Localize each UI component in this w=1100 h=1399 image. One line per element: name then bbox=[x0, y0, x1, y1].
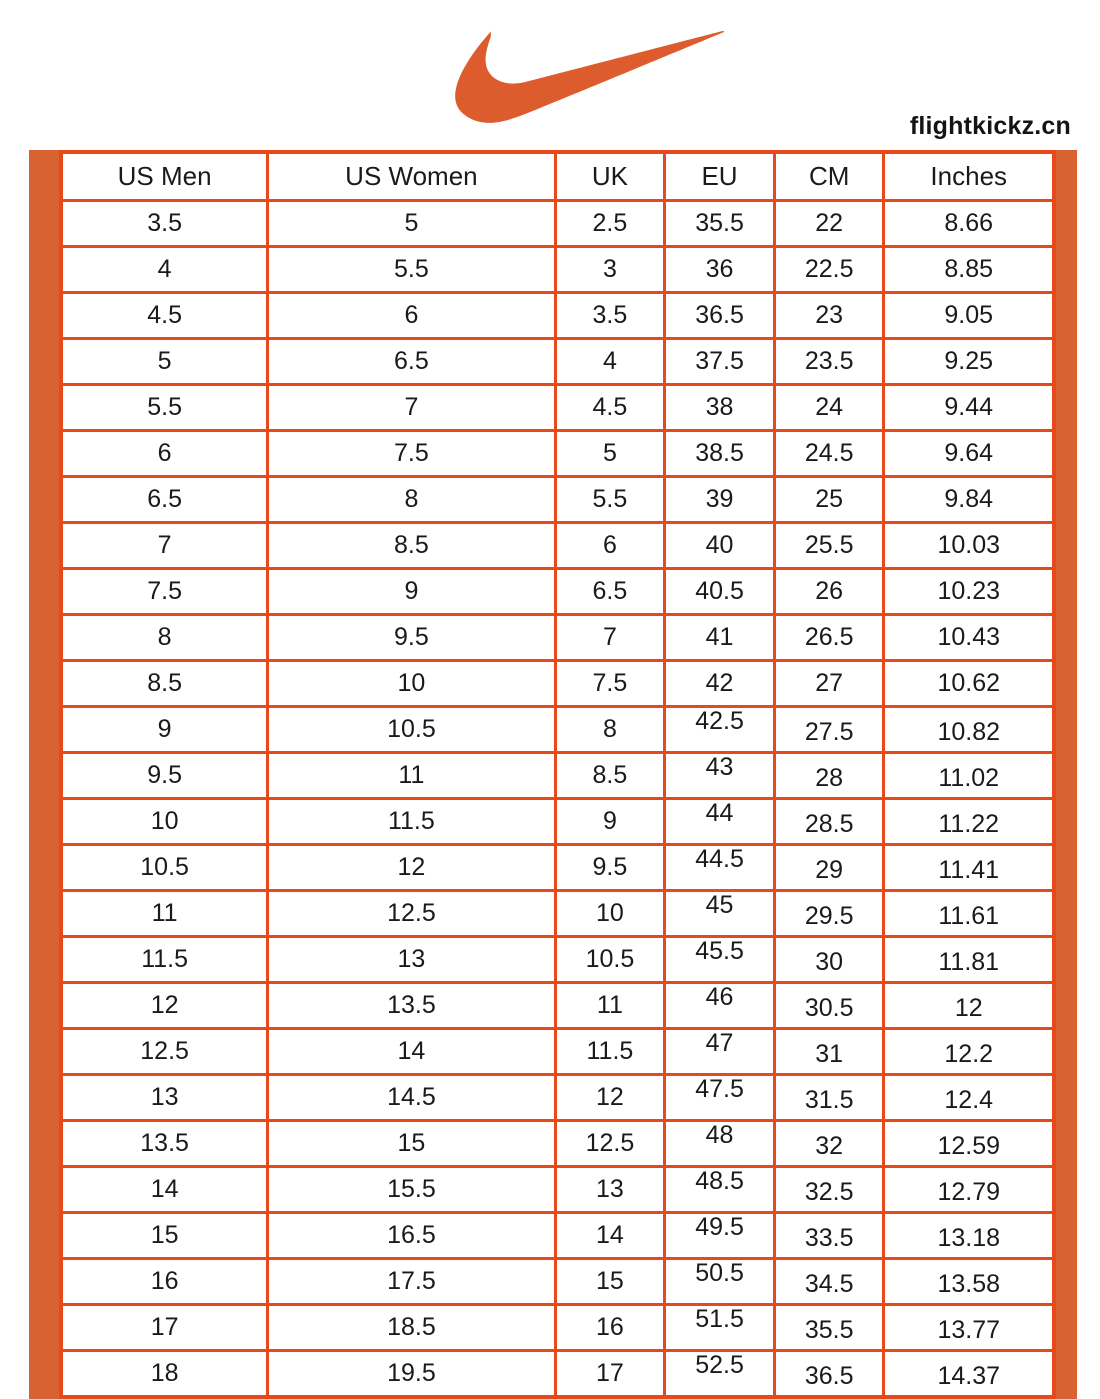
table-cell: 15 bbox=[61, 1213, 268, 1259]
table-cell: 4.5 bbox=[61, 293, 268, 339]
table-row bbox=[61, 1075, 1054, 1121]
table-cell: 9 bbox=[61, 707, 268, 753]
table-cell: 27 bbox=[774, 661, 884, 707]
table-row bbox=[61, 845, 1054, 891]
nike-swoosh-logo bbox=[455, 31, 723, 123]
table-cell: 23 bbox=[774, 293, 884, 339]
table-cell: 32 bbox=[774, 1121, 884, 1167]
table-row bbox=[61, 523, 1054, 569]
table-row bbox=[61, 385, 1054, 431]
table-cell: 10.43 bbox=[884, 615, 1054, 661]
table-cell: 9.44 bbox=[884, 385, 1054, 431]
table-cell: 12.79 bbox=[884, 1167, 1054, 1213]
header-cell: US Women bbox=[268, 152, 555, 201]
table-cell: 11.02 bbox=[884, 753, 1054, 799]
table-cell: 13 bbox=[61, 1075, 268, 1121]
table-cell: 16 bbox=[555, 1305, 665, 1351]
table-cell: 29.5 bbox=[774, 891, 884, 937]
table-cell: 35.5 bbox=[774, 1305, 884, 1351]
header-cell: CM bbox=[774, 152, 884, 201]
table-cell: 6 bbox=[61, 431, 268, 477]
table-cell: 26 bbox=[774, 569, 884, 615]
table-cell: 12 bbox=[61, 983, 268, 1029]
table-cell: 12 bbox=[555, 1075, 665, 1121]
table-cell: 9.5 bbox=[61, 753, 268, 799]
table-row bbox=[61, 615, 1054, 661]
table-cell: 3.5 bbox=[555, 293, 665, 339]
table-cell: 24.5 bbox=[774, 431, 884, 477]
table-cell: 36.5 bbox=[774, 1351, 884, 1398]
table-cell: 6.5 bbox=[555, 569, 665, 615]
table-cell: 3 bbox=[555, 247, 665, 293]
table-cell: 27.5 bbox=[774, 707, 884, 753]
table-cell: 14 bbox=[268, 1029, 555, 1075]
table-cell: 11 bbox=[61, 891, 268, 937]
table-cell: 11.81 bbox=[884, 937, 1054, 983]
table-cell: 8 bbox=[61, 615, 268, 661]
table-cell: 10 bbox=[268, 661, 555, 707]
table-cell: 17 bbox=[61, 1305, 268, 1351]
table-cell: 14.5 bbox=[268, 1075, 555, 1121]
table-cell: 8.5 bbox=[268, 523, 555, 569]
table-cell: 43 bbox=[665, 753, 775, 799]
table-cell: 28.5 bbox=[774, 799, 884, 845]
table-cell: 4 bbox=[61, 247, 268, 293]
table-cell: 16 bbox=[61, 1259, 268, 1305]
table-cell: 42.5 bbox=[665, 707, 775, 753]
table-cell: 5 bbox=[61, 339, 268, 385]
header-cell: EU bbox=[665, 152, 775, 201]
table-cell: 33.5 bbox=[774, 1213, 884, 1259]
table-cell: 6 bbox=[268, 293, 555, 339]
table-cell: 14 bbox=[61, 1167, 268, 1213]
table-row bbox=[61, 661, 1054, 707]
table-row bbox=[61, 753, 1054, 799]
table-cell: 6 bbox=[555, 523, 665, 569]
table-cell: 10.03 bbox=[884, 523, 1054, 569]
table-cell: 47.5 bbox=[665, 1075, 775, 1121]
table-cell: 3.5 bbox=[61, 201, 268, 247]
table-row bbox=[61, 1351, 1054, 1398]
table-cell: 38 bbox=[665, 385, 775, 431]
table-cell: 46 bbox=[665, 983, 775, 1029]
table-cell: 12.2 bbox=[884, 1029, 1054, 1075]
table-cell: 45 bbox=[665, 891, 775, 937]
table-cell: 13.5 bbox=[61, 1121, 268, 1167]
table-cell: 19.5 bbox=[268, 1351, 555, 1398]
table-cell: 9.5 bbox=[555, 845, 665, 891]
table-cell: 23.5 bbox=[774, 339, 884, 385]
table-cell: 38.5 bbox=[665, 431, 775, 477]
table-cell: 10 bbox=[61, 799, 268, 845]
table-cell: 12.4 bbox=[884, 1075, 1054, 1121]
table-cell: 42 bbox=[665, 661, 775, 707]
table-cell: 18.5 bbox=[268, 1305, 555, 1351]
table-cell: 4.5 bbox=[555, 385, 665, 431]
table-cell: 11 bbox=[555, 983, 665, 1029]
table-cell: 8 bbox=[555, 707, 665, 753]
table-cell: 5 bbox=[268, 201, 555, 247]
table-cell: 22 bbox=[774, 201, 884, 247]
table-row bbox=[61, 201, 1054, 247]
table-row bbox=[61, 1167, 1054, 1213]
table-cell: 25 bbox=[774, 477, 884, 523]
table-cell: 12.5 bbox=[555, 1121, 665, 1167]
table-cell: 24 bbox=[774, 385, 884, 431]
table-cell: 52.5 bbox=[665, 1351, 775, 1398]
table-row bbox=[61, 937, 1054, 983]
table-cell: 5 bbox=[555, 431, 665, 477]
table-row bbox=[61, 569, 1054, 615]
site-label: flightkickz.cn bbox=[909, 112, 1071, 140]
table-cell: 13.18 bbox=[884, 1213, 1054, 1259]
table-cell: 18 bbox=[61, 1351, 268, 1398]
table-cell: 48 bbox=[665, 1121, 775, 1167]
table-cell: 34.5 bbox=[774, 1259, 884, 1305]
table-cell: 30 bbox=[774, 937, 884, 983]
table-cell: 35.5 bbox=[665, 201, 775, 247]
table-cell: 45.5 bbox=[665, 937, 775, 983]
table-cell: 2.5 bbox=[555, 201, 665, 247]
table-cell: 7 bbox=[555, 615, 665, 661]
table-row bbox=[61, 431, 1054, 477]
table-cell: 47 bbox=[665, 1029, 775, 1075]
table-cell: 29 bbox=[774, 845, 884, 891]
table-cell: 5.5 bbox=[268, 247, 555, 293]
table-cell: 14 bbox=[555, 1213, 665, 1259]
table-cell: 44.5 bbox=[665, 845, 775, 891]
table-cell: 40.5 bbox=[665, 569, 775, 615]
table-row bbox=[61, 1305, 1054, 1351]
table-cell: 7.5 bbox=[555, 661, 665, 707]
table-cell: 9.64 bbox=[884, 431, 1054, 477]
table-cell: 39 bbox=[665, 477, 775, 523]
table-cell: 11.41 bbox=[884, 845, 1054, 891]
left-accent-bar bbox=[29, 150, 59, 1399]
table-cell: 13 bbox=[555, 1167, 665, 1213]
table-cell: 6.5 bbox=[268, 339, 555, 385]
header-cell: US Men bbox=[61, 152, 268, 201]
table-cell: 51.5 bbox=[665, 1305, 775, 1351]
table-cell: 4 bbox=[555, 339, 665, 385]
table-row bbox=[61, 293, 1054, 339]
table-cell: 8.5 bbox=[61, 661, 268, 707]
table-cell: 17.5 bbox=[268, 1259, 555, 1305]
table-row bbox=[61, 891, 1054, 937]
table-cell: 9 bbox=[555, 799, 665, 845]
table-cell: 9.84 bbox=[884, 477, 1054, 523]
table-cell: 28 bbox=[774, 753, 884, 799]
table-cell: 10.82 bbox=[884, 707, 1054, 753]
table-cell: 11.5 bbox=[268, 799, 555, 845]
table-cell: 9.05 bbox=[884, 293, 1054, 339]
table-cell: 36 bbox=[665, 247, 775, 293]
size-table-container bbox=[29, 150, 1077, 1399]
table-row bbox=[61, 707, 1054, 753]
table-cell: 17 bbox=[555, 1351, 665, 1398]
table-cell: 41 bbox=[665, 615, 775, 661]
table-cell: 10.62 bbox=[884, 661, 1054, 707]
table-cell: 11.61 bbox=[884, 891, 1054, 937]
table-cell: 10.5 bbox=[268, 707, 555, 753]
table-cell: 11.22 bbox=[884, 799, 1054, 845]
table-cell: 15 bbox=[268, 1121, 555, 1167]
table-cell: 31.5 bbox=[774, 1075, 884, 1121]
table-cell: 8 bbox=[268, 477, 555, 523]
table-row bbox=[61, 477, 1054, 523]
table-cell: 22.5 bbox=[774, 247, 884, 293]
table-cell: 5.5 bbox=[61, 385, 268, 431]
table-cell: 37.5 bbox=[665, 339, 775, 385]
table-cell: 50.5 bbox=[665, 1259, 775, 1305]
table-cell: 8.5 bbox=[555, 753, 665, 799]
table-cell: 12 bbox=[268, 845, 555, 891]
table-cell: 13.58 bbox=[884, 1259, 1054, 1305]
table-cell: 11.5 bbox=[555, 1029, 665, 1075]
table-cell: 30.5 bbox=[774, 983, 884, 1029]
table-cell: 9.25 bbox=[884, 339, 1054, 385]
table-cell: 7 bbox=[61, 523, 268, 569]
table-cell: 26.5 bbox=[774, 615, 884, 661]
table-cell: 16.5 bbox=[268, 1213, 555, 1259]
table-cell: 13.77 bbox=[884, 1305, 1054, 1351]
table-cell: 9 bbox=[268, 569, 555, 615]
table-row bbox=[61, 983, 1054, 1029]
table-cell: 11.5 bbox=[61, 937, 268, 983]
table-cell: 13.5 bbox=[268, 983, 555, 1029]
table-cell: 49.5 bbox=[665, 1213, 775, 1259]
table-cell: 10.5 bbox=[555, 937, 665, 983]
table-cell: 13 bbox=[268, 937, 555, 983]
table-cell: 40 bbox=[665, 523, 775, 569]
table-cell: 11 bbox=[268, 753, 555, 799]
table-row bbox=[61, 339, 1054, 385]
table-cell: 10 bbox=[555, 891, 665, 937]
table-row bbox=[61, 1121, 1054, 1167]
header-row bbox=[61, 152, 1054, 201]
table-cell: 5.5 bbox=[555, 477, 665, 523]
table-cell: 36.5 bbox=[665, 293, 775, 339]
table-row bbox=[61, 1029, 1054, 1075]
size-conversion-table bbox=[59, 150, 1056, 1399]
table-cell: 6.5 bbox=[61, 477, 268, 523]
table-cell: 12.5 bbox=[61, 1029, 268, 1075]
table-cell: 7 bbox=[268, 385, 555, 431]
header-cell: Inches bbox=[884, 152, 1054, 201]
table-cell: 7.5 bbox=[268, 431, 555, 477]
table-header bbox=[61, 152, 1054, 201]
table-cell: 25.5 bbox=[774, 523, 884, 569]
table-cell: 12 bbox=[884, 983, 1054, 1029]
table-row bbox=[61, 799, 1054, 845]
table-row bbox=[61, 1213, 1054, 1259]
table-row bbox=[61, 1259, 1054, 1305]
table-row bbox=[61, 247, 1054, 293]
table-cell: 15.5 bbox=[268, 1167, 555, 1213]
table-cell: 32.5 bbox=[774, 1167, 884, 1213]
table-cell: 44 bbox=[665, 799, 775, 845]
table-cell: 14.37 bbox=[884, 1351, 1054, 1398]
table-cell: 31 bbox=[774, 1029, 884, 1075]
table-cell: 8.85 bbox=[884, 247, 1054, 293]
table-cell: 7.5 bbox=[61, 569, 268, 615]
table-cell: 8.66 bbox=[884, 201, 1054, 247]
table-cell: 48.5 bbox=[665, 1167, 775, 1213]
table-body bbox=[61, 201, 1054, 1398]
right-accent-bar bbox=[1056, 150, 1077, 1399]
table-cell: 9.5 bbox=[268, 615, 555, 661]
header-cell: UK bbox=[555, 152, 665, 201]
table-cell: 12.59 bbox=[884, 1121, 1054, 1167]
table-cell: 12.5 bbox=[268, 891, 555, 937]
table-cell: 10.23 bbox=[884, 569, 1054, 615]
table-cell: 10.5 bbox=[61, 845, 268, 891]
table-cell: 15 bbox=[555, 1259, 665, 1305]
